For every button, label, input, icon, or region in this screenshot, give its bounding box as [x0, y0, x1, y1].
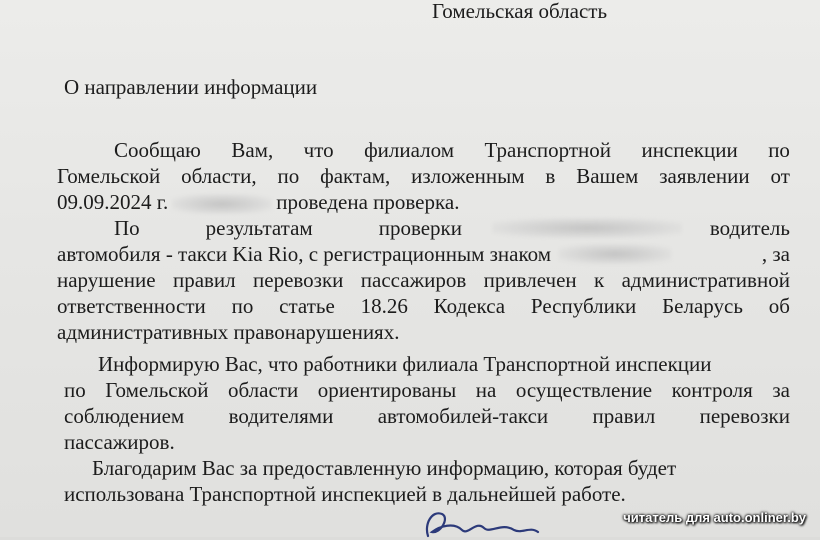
word: Кодекса — [433, 294, 506, 318]
word: к — [594, 268, 605, 292]
word: перевозки — [253, 268, 344, 292]
word: Транспортной — [484, 138, 611, 162]
word: Вашем — [576, 164, 639, 188]
paragraph-line — [114, 137, 790, 163]
word: об — [768, 294, 790, 318]
word: административной — [621, 268, 790, 292]
sentence-text: , за — [761, 242, 790, 266]
watermark-text: читатель для auto.onliner.by — [623, 510, 806, 525]
word: По — [114, 216, 140, 240]
word: водителями — [228, 404, 334, 428]
sentence-text: проведена проверка. — [276, 190, 460, 214]
paragraph-line — [57, 241, 790, 267]
paragraph-line: Информирую Вас, что работники филиала Транспортной инспекции — [98, 352, 712, 376]
word: Сообщаю — [114, 138, 201, 162]
redacted-block — [492, 218, 682, 238]
word: правил — [592, 404, 656, 428]
word: Вам, — [231, 138, 274, 162]
word: нарушение — [57, 268, 156, 292]
word: заявлении — [659, 164, 750, 188]
word: пассажиров — [360, 268, 467, 292]
word: Гомельской — [105, 378, 209, 402]
word: на — [475, 378, 497, 402]
paragraph-line: использована Транспортной инспекцией в дальнейшей работе. — [64, 482, 626, 506]
sentence-text: автомобиля - такси Kia Rio, с регистрационным знаком — [57, 242, 552, 266]
word: за — [772, 378, 790, 402]
word: области, — [181, 164, 257, 188]
paragraph-line — [64, 403, 790, 429]
word: изложенным — [411, 164, 525, 188]
paragraph-line — [114, 215, 790, 241]
date-text: 09.09.2024 г. — [57, 190, 169, 214]
word: от — [770, 164, 790, 188]
word: по — [277, 164, 300, 188]
paragraph-line — [57, 293, 790, 319]
word: контроля — [671, 378, 753, 402]
word: проверки — [378, 216, 462, 240]
paragraph-line: пассажиров. — [64, 430, 175, 454]
paragraph-line — [57, 267, 790, 293]
word: результатам — [205, 216, 313, 240]
paragraph-line: Благодарим Вас за предоставленную информацию, которая будет — [92, 456, 677, 480]
redacted-block — [172, 194, 272, 214]
word: в — [545, 164, 556, 188]
region-header: Гомельская область — [432, 0, 608, 23]
word: соблюдением — [64, 404, 185, 428]
word: Республики — [530, 294, 637, 318]
signature-scribble — [410, 500, 550, 540]
word: области — [228, 378, 299, 402]
letter-subject: О направлении информации — [64, 75, 318, 99]
paragraph-line: административных правонарушениях. — [57, 320, 400, 344]
word: 18.26 — [360, 294, 408, 318]
word: по — [768, 138, 790, 162]
word: статье — [279, 294, 335, 318]
word: по — [231, 294, 254, 318]
word: привлечен — [483, 268, 577, 292]
word: Беларусь — [662, 294, 743, 318]
word: автомобилей-такси — [377, 404, 549, 428]
word: инспекции — [641, 138, 738, 162]
word: филиалом — [364, 138, 455, 162]
word: ответственности — [57, 294, 206, 318]
word: перевозки — [699, 404, 790, 428]
word: что — [303, 138, 334, 162]
word: правил — [172, 268, 236, 292]
paragraph-line — [57, 163, 790, 189]
paragraph-line — [64, 377, 790, 403]
word: Гомельской — [57, 164, 161, 188]
word: по — [64, 378, 86, 402]
redacted-block — [559, 244, 671, 264]
word-group — [114, 215, 462, 241]
word: ориентированы — [317, 378, 457, 402]
word: водитель — [709, 216, 790, 240]
word: осуществление — [515, 378, 653, 402]
paragraph-line — [57, 189, 459, 215]
word: фактам, — [320, 164, 391, 188]
